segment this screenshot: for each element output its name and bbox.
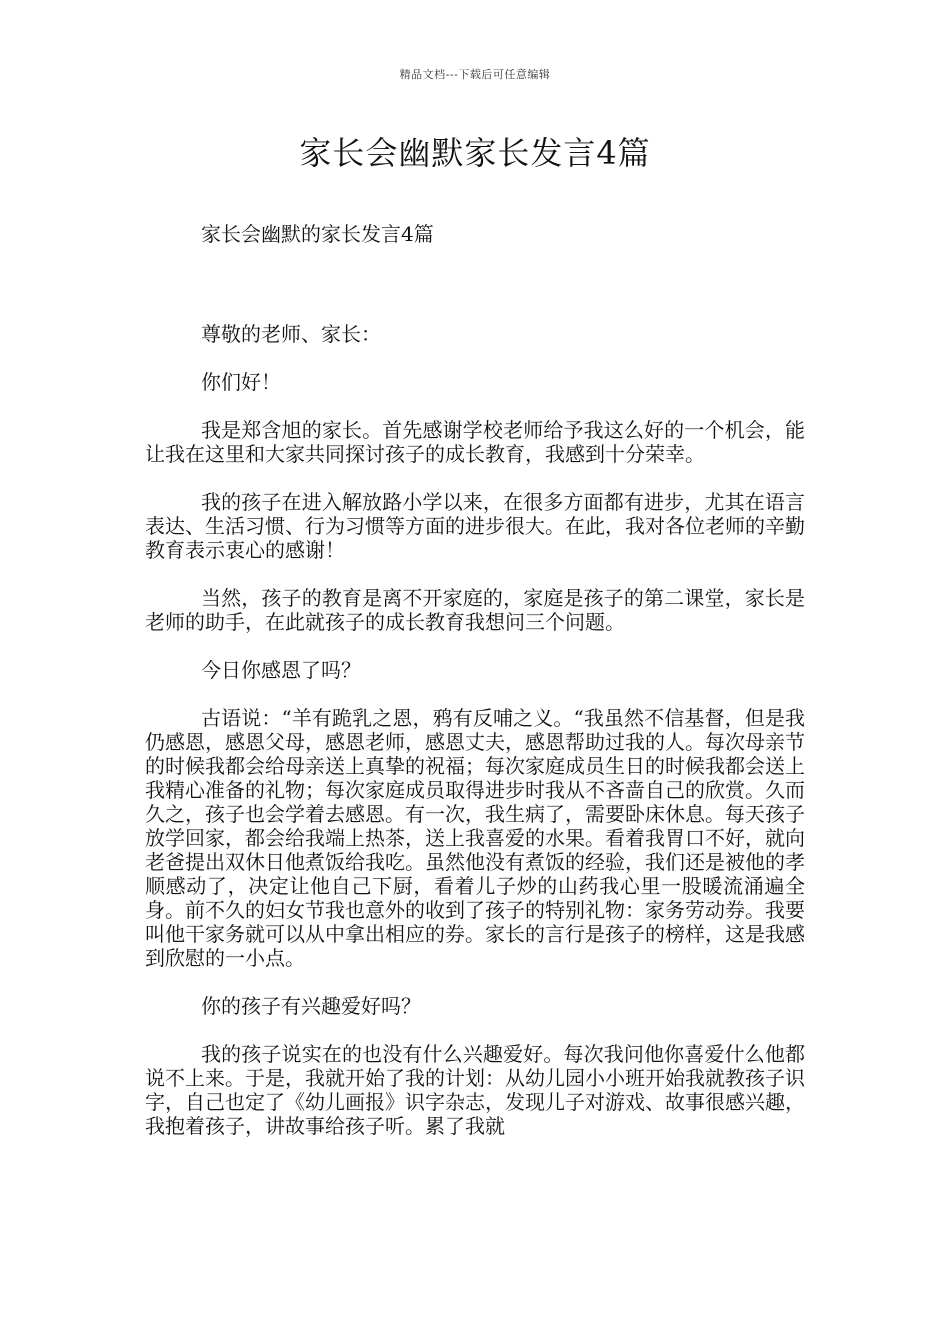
greeting-paragraph: 你们好！ xyxy=(201,370,281,394)
page-header: 精品文档---下载后可任意编辑 xyxy=(399,68,551,81)
section-question-paragraph: 今日你感恩了吗？ xyxy=(201,658,361,682)
body-paragraph: 古语说：“羊有跪乳之恩，鸦有反哺之义。“我虽然不信基督，但是我仍感恩，感恩父母，感恩老师，感恩丈夫，感恩帮助过我的人。每次母亲节的时候我都会给母亲送上真挚的祝福；每次家庭成员生日的时候我都会送上我精心准备的礼物；每次家庭成员取得进步时我从不吝啬自己的欣赏。久而久之，孩子也会学着去感恩。有一次，我生病了，需要卧床休息。每天孩子放学回家，都会给我端上热茶，送上我喜爱的水果。看着我胃口不好，就向老爸提出双休日他煮饭给我吃。虽然他没有煮饭的经验，我们还是被他的孝顺感动了，决定让他自己下厨，看着儿子炒的山药我心里一股暖流涌遍全身。前不久的妇女节我也意外的收到了孩子的特别礼物：家务劳动券。我要叫他干家务就可以从中拿出相应的券。家长的言行是孩子的榜样，这是我感到欣慰的一小点。 xyxy=(145,706,805,970)
section-question-paragraph: 你的孩子有兴趣爱好吗？ xyxy=(201,994,421,1018)
document-body xyxy=(145,222,805,1162)
body-paragraph: 当然，孩子的教育是离不开家庭的，家庭是孩子的第二课堂，家长是老师的助手，在此就孩子的成长教育我想问三个问题。 xyxy=(145,586,805,634)
salutation-paragraph: 尊敬的老师、家长： xyxy=(201,322,381,346)
body-paragraph: 我的孩子在进入解放路小学以来，在很多方面都有进步，尤其在语言表达、生活习惯、行为习惯等方面的进步很大。在此，我对各位老师的辛勤教育表示衷心的感谢！ xyxy=(145,490,805,562)
subtitle-paragraph: 家长会幽默的家长发言4篇 xyxy=(201,222,434,246)
body-paragraph: 我的孩子说实在的也没有什么兴趣爱好。每次我问他你喜爱什么他都说不上来。于是，我就开始了我的计划：从幼儿园小小班开始我就教孩子识字，自己也定了《幼儿画报》识字杂志，发现儿子对游戏、故事很感兴趣，我抱着孩子，讲故事给孩子听。累了我就 xyxy=(145,1042,805,1138)
document-title: 家长会幽默家长发言4篇 xyxy=(299,134,651,172)
body-paragraph: 我是郑含旭的家长。首先感谢学校老师给予我这么好的一个机会，能让我在这里和大家共同探讨孩子的成长教育，我感到十分荣幸。 xyxy=(145,418,805,466)
